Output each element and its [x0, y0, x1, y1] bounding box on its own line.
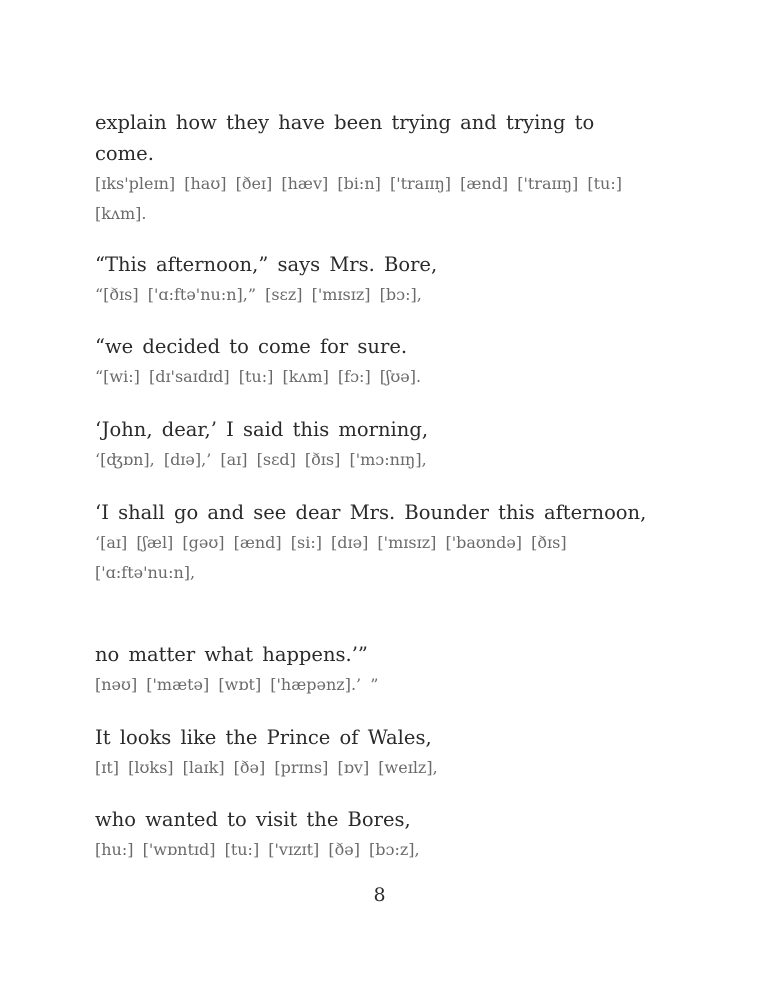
english-line: explain how they have been trying and trying to come. [95, 111, 595, 165]
ipa-transcription: ‘[aɪ] [ʃæl] [gəʊ] [ænd] [si:] [dɪə] ['mɪsɪz] ['baʊndə] [ðɪs] ['ɑ:ftə'nu:n], [95, 533, 567, 582]
verse-block-6 [95, 639, 655, 700]
verse-block-2 [95, 249, 655, 310]
verse-block-7 [95, 722, 655, 783]
english-line: no matter what happens.’” [95, 643, 368, 666]
ipa-transcription: [ɪt] [lʊks] [laɪk] [ðə] [prɪns] [ɒv] [weɪlz], [95, 758, 438, 777]
ipa-transcription: ‘[ʤɒn], [dɪə],’ [aɪ] [sɛd] [ðɪs] ['mɔ:nɪŋ], [95, 450, 427, 469]
ipa-transcription: “[ðɪs] ['ɑ:ftə'nu:n],” [sɛz] ['mɪsɪz] [bɔ:], [95, 285, 422, 304]
verse-block-3 [95, 331, 655, 392]
verse-block-1 [95, 107, 655, 229]
page-number: 8 [373, 884, 386, 906]
english-line: who wanted to visit the Bores, [95, 808, 411, 831]
english-line: “This afternoon,” says Mrs. Bore, [95, 253, 438, 276]
ipa-transcription: [nəʊ] ['mætə] [wɒt] ['hæpənz].’ ” [95, 675, 379, 694]
verse-block-5 [95, 497, 655, 588]
english-line: ‘I shall go and see dear Mrs. Bounder this afternoon, [95, 501, 647, 524]
verse-block-4 [95, 414, 655, 475]
verse-block-8 [95, 804, 655, 865]
english-line: It looks like the Prince of Wales, [95, 726, 432, 749]
ipa-transcription: [ɪks'pleɪn] [haʊ] [ðeɪ] [hæv] [bi:n] ['traɪɪŋ] [ænd] ['traɪɪŋ] [tu:] [kʌm]. [95, 174, 622, 223]
english-line: “we decided to come for sure. [95, 335, 408, 358]
english-line: ‘John, dear,’ I said this morning, [95, 418, 429, 441]
ipa-transcription: “[wi:] [dɪ'saɪdɪd] [tu:] [kʌm] [fɔ:] [ʃʊə]. [95, 367, 422, 386]
ipa-transcription: [hu:] ['wɒntɪd] [tu:] ['vɪzɪt] [ðə] [bɔ:z], [95, 840, 420, 859]
